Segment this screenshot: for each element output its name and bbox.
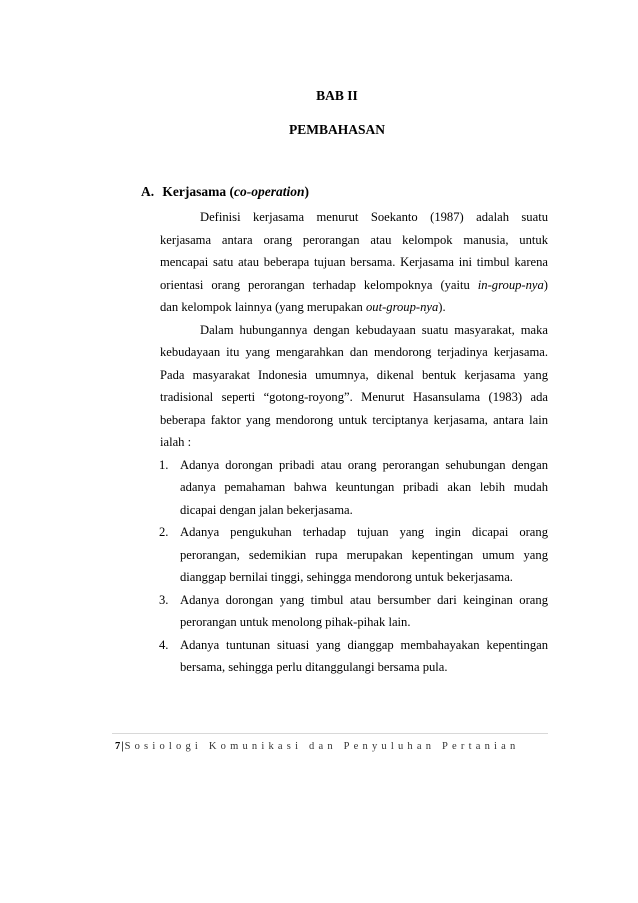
paragraph-line: mencapai satu atau beberapa tujuan bersama. Kerjasama ini timbul karena — [160, 255, 548, 269]
list-item — [160, 454, 548, 522]
page-number: 7 — [115, 741, 122, 752]
list-item — [160, 634, 548, 679]
list-item — [160, 521, 548, 589]
list-number: 3. — [159, 592, 169, 607]
paragraph-line: beberapa faktor yang mendorong untuk terciptanya kerjasama, antara lain — [160, 412, 548, 427]
paragraph-line: kebudayaan itu yang mengarahkan dan mendorong terjadinya kerjasama. — [160, 345, 548, 359]
footer-separator: | — [121, 741, 125, 752]
numbered-list — [160, 454, 548, 679]
list-line: Adanya tuntunan situasi yang dianggap membahayakan kepentingan — [180, 637, 548, 652]
paragraph-line: tradisional seperti “gotong-royong”. Menurut Hasansulama (1983) ada — [160, 390, 548, 404]
list-number: 1. — [159, 457, 169, 472]
section-letter: A. — [141, 184, 155, 199]
chapter-title: PEMBAHASAN — [288, 122, 385, 137]
body-text — [160, 206, 548, 679]
list-item — [160, 589, 548, 634]
list-line: dicapai dengan jalan bekerjasama. — [180, 502, 353, 517]
list-line: Adanya dorongan pribadi atau orang perorangan sehubungan dengan — [180, 457, 548, 472]
paragraph-line: Definisi kerjasama menurut Soekanto (1987) adalah suatu — [200, 210, 548, 224]
list-line: adanya pemahaman bahwa keuntungan pribadi akan lebih mudah — [180, 480, 548, 494]
paragraph-line: Dalam hubungannya dengan kebudayaan suatu masyarakat, maka — [200, 322, 548, 337]
paragraph-line: dan kelompok lainnya (yang merupakan out-group-nya). — [160, 300, 446, 314]
footer-divider — [112, 733, 548, 734]
paragraph-line: Pada masyarakat Indonesia umumnya, dikenal bentuk kerjasama yang — [160, 367, 548, 382]
section-title: Kerjasama — [162, 184, 227, 199]
section-title-italic: co-operation — [233, 184, 305, 199]
paragraph-line: kerjasama antara orang perorangan atau kelompok manusia, untuk — [160, 232, 548, 247]
list-line: perorangan untuk menolong pihak-pihak lain. — [180, 615, 411, 629]
list-line: Adanya dorongan yang timbul atau bersumber dari keinginan orang — [180, 592, 548, 607]
list-line: Adanya pengukuhan terhadap tujuan yang ingin dicapai orang — [180, 525, 548, 539]
list-number: 2. — [159, 525, 169, 539]
section-heading: A. Kerjasama (co-operation) — [141, 184, 309, 199]
chapter-heading: BAB II — [316, 88, 358, 103]
list-line: bersama, sehingga perlu ditanggulangi bersama pula. — [180, 660, 448, 674]
footer-text: Sosiologi Komunikasi dan Penyuluhan Pertanian — [124, 741, 520, 752]
page-footer — [115, 741, 519, 752]
list-line: perorangan, sedemikian rupa merupakan kepentingan umum yang — [180, 547, 548, 562]
paragraph-line: ialah : — [160, 435, 192, 449]
list-number: 4. — [159, 637, 169, 652]
paragraph-line: orientasi orang perorangan terhadap kelompoknya (yaitu in-group-nya) — [160, 277, 548, 292]
list-line: dianggap bernilai tinggi, sehingga mendorong untuk bekerjasama. — [180, 570, 513, 584]
